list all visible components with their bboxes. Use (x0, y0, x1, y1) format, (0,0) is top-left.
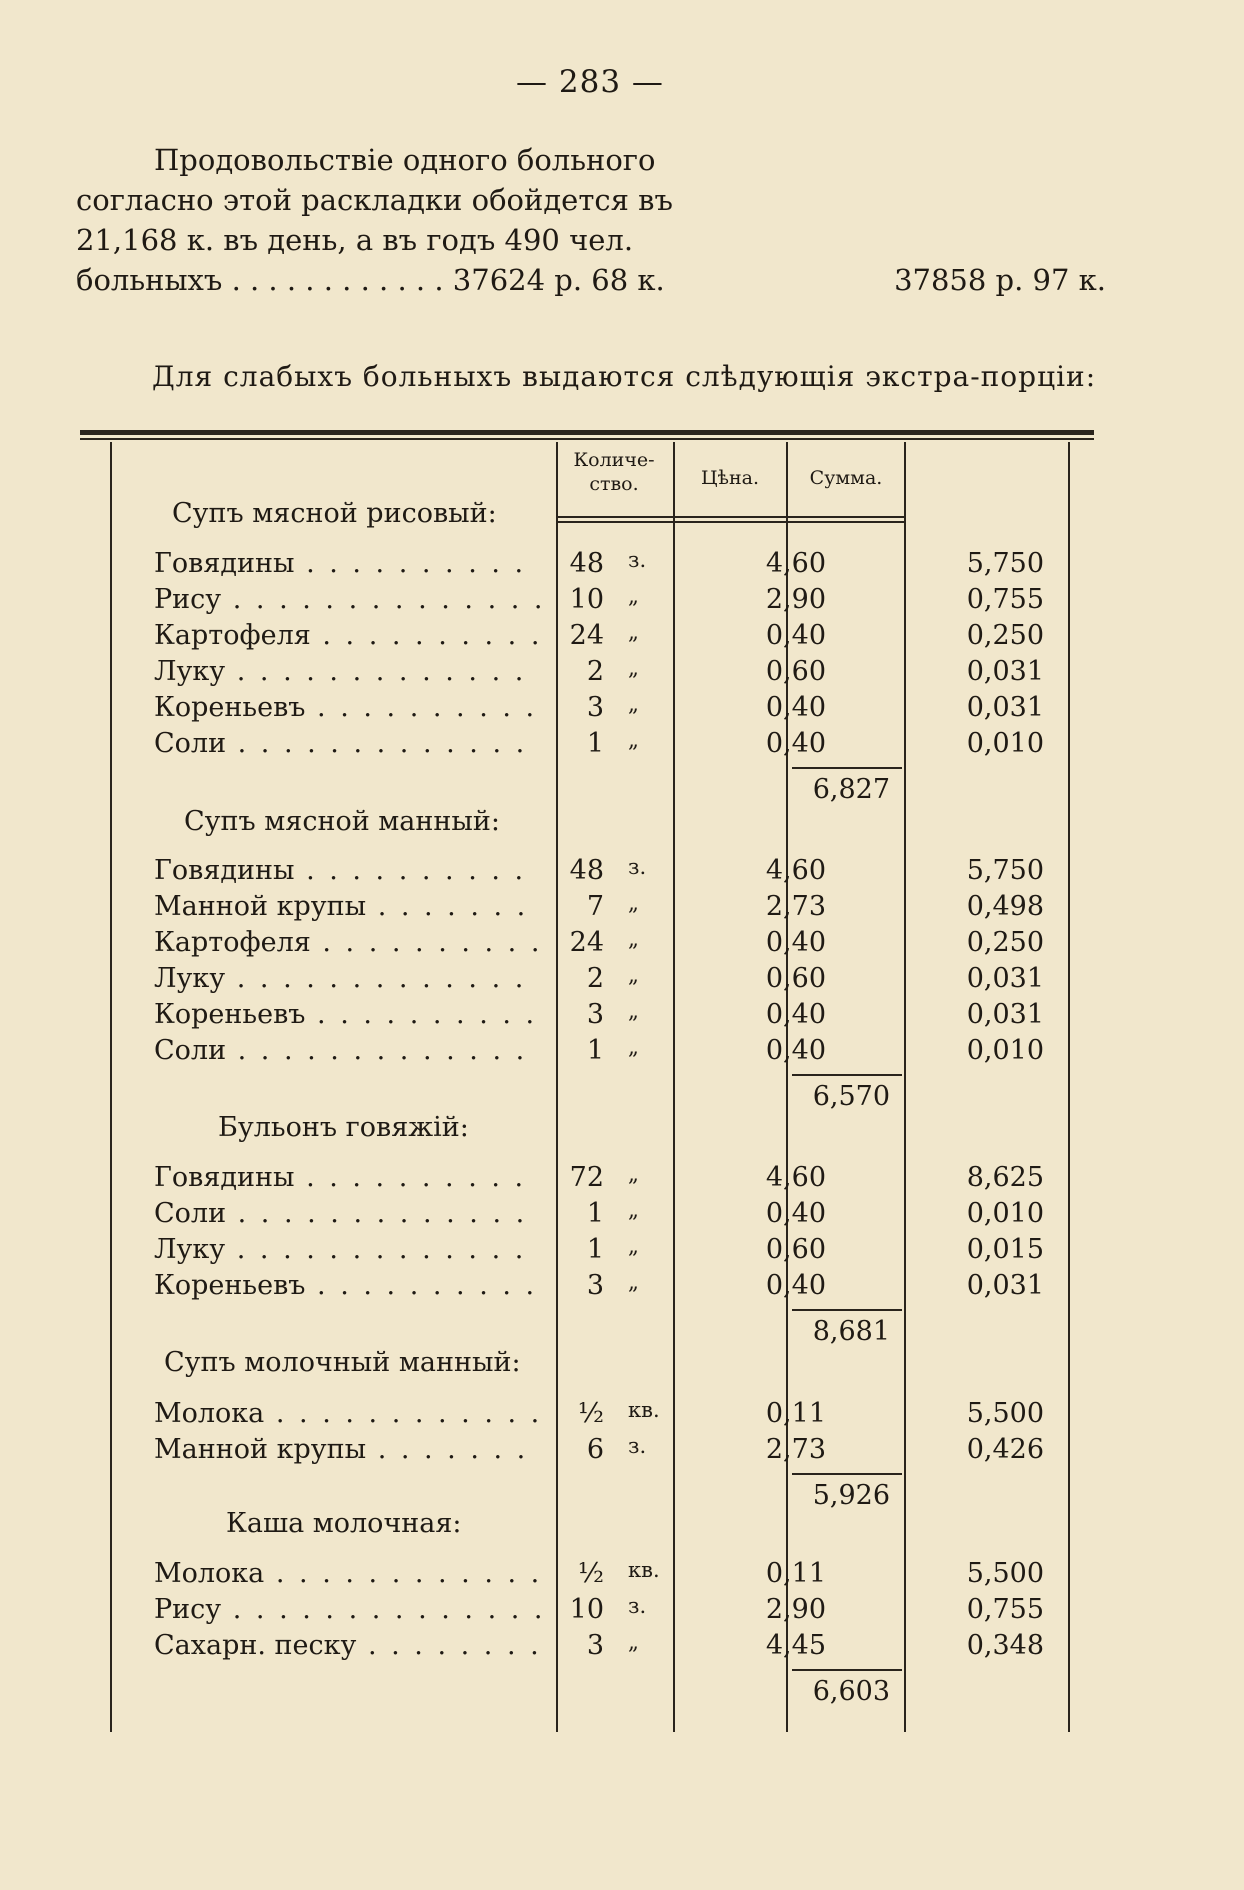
item-price: 4,60 (765, 855, 826, 886)
item-name: Молока . . . (154, 1398, 540, 1429)
table-row (154, 1198, 1044, 1234)
item-sum: 5,500 (966, 1558, 1044, 1589)
page-number: — 283 — (516, 64, 664, 100)
column-header-qty: Количе-ство. (573, 449, 655, 495)
item-sum: 0,348 (966, 1630, 1044, 1661)
table-row (154, 548, 1044, 584)
item-sum: 0,010 (966, 1035, 1044, 1066)
item-unit: „ (628, 999, 639, 1023)
item-unit: з. (628, 1594, 647, 1618)
table-row (154, 963, 1044, 999)
item-qty: 24 (569, 620, 604, 651)
item-qty: 1 (586, 728, 604, 759)
item-qty: 1 (586, 1035, 604, 1066)
item-unit: „ (628, 891, 639, 915)
table-row (154, 999, 1044, 1035)
item-price: 2,73 (765, 891, 826, 922)
extra-portions-heading: Для слабыхъ больныхъ выдаются слѣдующія экстра-порціи: (152, 360, 1097, 393)
sum-rule (792, 1309, 902, 1311)
item-qty: 1 (586, 1198, 604, 1229)
table-row (154, 620, 1044, 656)
item-unit: „ (628, 1035, 639, 1059)
table-row (154, 1270, 1044, 1306)
item-price: 0,60 (765, 963, 826, 994)
item-price: 0,40 (765, 728, 826, 759)
intro-total-right: 37858 р. 97 к. (894, 263, 1106, 297)
item-price: 0,11 (765, 1398, 826, 1429)
section-title: Супъ мясной рисовый: (172, 498, 497, 529)
item-qty: 72 (569, 1162, 604, 1193)
item-sum: 0,010 (966, 1198, 1044, 1229)
item-price: 4,60 (765, 548, 826, 579)
header-underline (556, 516, 904, 518)
item-sum: 0,015 (966, 1234, 1044, 1265)
item-unit: „ (628, 692, 639, 716)
item-qty: 6 (586, 1434, 604, 1465)
item-name: Луку . . . (154, 656, 540, 687)
item-price: 4,60 (765, 1162, 826, 1193)
table-row (154, 1434, 1044, 1470)
item-price: 0,40 (765, 1035, 826, 1066)
item-sum: 0,031 (966, 692, 1044, 723)
item-name: Говядины . . . (154, 1162, 540, 1193)
item-qty: 10 (569, 1594, 604, 1625)
item-sum: 0,755 (966, 1594, 1044, 1625)
item-unit: з. (628, 1434, 647, 1458)
sum-rule (792, 767, 902, 769)
item-unit: „ (628, 620, 639, 644)
table-top-rule (80, 430, 1094, 435)
item-sum: 5,750 (966, 855, 1044, 886)
item-name: Молока . . . (154, 1558, 540, 1589)
section-total: 5,926 (812, 1480, 890, 1511)
item-qty: 48 (569, 548, 604, 579)
item-qty: 24 (569, 927, 604, 958)
item-sum: 0,250 (966, 927, 1044, 958)
item-qty: 3 (586, 1270, 604, 1301)
item-qty: ½ (577, 1398, 604, 1429)
item-qty: 48 (569, 855, 604, 886)
table-row (154, 1594, 1044, 1630)
table-row (154, 692, 1044, 728)
table-row (154, 1558, 1044, 1594)
item-price: 0,40 (765, 1198, 826, 1229)
item-sum: 5,750 (966, 548, 1044, 579)
item-sum: 0,250 (966, 620, 1044, 651)
item-qty: ½ (577, 1558, 604, 1589)
item-name: Картофеля . . . (154, 927, 540, 958)
item-unit: „ (628, 1630, 639, 1654)
item-price: 4,45 (765, 1630, 826, 1661)
item-sum: 5,500 (966, 1398, 1044, 1429)
item-name: Соли . . . (154, 1198, 540, 1229)
item-sum: 0,031 (966, 999, 1044, 1030)
item-sum: 0,498 (966, 891, 1044, 922)
item-name: Рису . . . (154, 1594, 540, 1625)
item-qty: 7 (586, 891, 604, 922)
item-price: 0,40 (765, 927, 826, 958)
item-qty: 3 (586, 999, 604, 1030)
item-unit: „ (628, 1270, 639, 1294)
intro-paragraph (76, 140, 1106, 300)
item-unit: з. (628, 855, 647, 879)
section-title: Бульонъ говяжій: (218, 1112, 469, 1143)
table-row (154, 855, 1044, 891)
section-title: Супъ мясной манный: (184, 806, 500, 837)
item-price: 2,73 (765, 1434, 826, 1465)
item-name: Сахарн. песку . . . (154, 1630, 540, 1661)
table-border-right (1068, 442, 1070, 1732)
item-unit: з. (628, 548, 647, 572)
item-qty: 3 (586, 692, 604, 723)
item-sum: 0,031 (966, 656, 1044, 687)
item-qty: 3 (586, 1630, 604, 1661)
item-unit: „ (628, 1234, 639, 1258)
item-sum: 0,755 (966, 584, 1044, 615)
section-title: Супъ молочный манный: (164, 1347, 521, 1378)
item-price: 0,40 (765, 1270, 826, 1301)
section-total: 8,681 (812, 1316, 890, 1347)
intro-line-2: согласно этой раскладки обойдется въ (76, 183, 673, 217)
sum-rule (792, 1669, 902, 1671)
item-sum: 0,031 (966, 1270, 1044, 1301)
table-row (154, 728, 1044, 764)
intro-line-4 (76, 260, 1106, 300)
item-unit: кв. (628, 1558, 660, 1582)
header-underline-double (556, 521, 904, 523)
table-row (154, 1398, 1044, 1434)
item-price: 0,60 (765, 1234, 826, 1265)
sum-rule (792, 1074, 902, 1076)
table-row (154, 927, 1044, 963)
item-unit: „ (628, 927, 639, 951)
item-name: Говядины . . . (154, 855, 540, 886)
item-name: Луку . . . (154, 963, 540, 994)
item-name: Кореньевъ . . . (154, 999, 540, 1030)
item-sum: 0,426 (966, 1434, 1044, 1465)
item-unit: кв. (628, 1398, 660, 1422)
item-qty: 10 (569, 584, 604, 615)
item-name: Манной крупы . . . (154, 891, 540, 922)
item-name: Кореньевъ . . . (154, 692, 540, 723)
item-qty: 1 (586, 1234, 604, 1265)
item-price: 0,60 (765, 656, 826, 687)
table-row (154, 1234, 1044, 1270)
item-price: 0,40 (765, 620, 826, 651)
column-header-sum: Сумма. (809, 467, 883, 489)
item-unit: „ (628, 728, 639, 752)
intro-total-left: больныхъ . . . . . . . . . . . . 37624 р. 68 к. (76, 263, 665, 297)
table-row (154, 656, 1044, 692)
item-price: 0,40 (765, 692, 826, 723)
item-price: 0,11 (765, 1558, 826, 1589)
intro-line-3: 21,168 к. въ день, а въ годъ 490 чел. (76, 223, 634, 257)
item-name: Картофеля . . . (154, 620, 540, 651)
item-unit: „ (628, 1198, 639, 1222)
table-border-left (110, 442, 112, 1732)
item-qty: 2 (586, 963, 604, 994)
item-name: Рису . . . (154, 584, 540, 615)
item-name: Кореньевъ . . . (154, 1270, 540, 1301)
item-sum: 8,625 (966, 1162, 1044, 1193)
item-name: Говядины . . . (154, 548, 540, 579)
section-title: Каша молочная: (226, 1508, 462, 1539)
item-price: 2,90 (765, 1594, 826, 1625)
table-top-rule-thin (80, 438, 1094, 440)
item-name: Соли . . . (154, 1035, 540, 1066)
item-sum: 0,031 (966, 963, 1044, 994)
sum-rule (792, 1473, 902, 1475)
item-unit: „ (628, 1162, 639, 1186)
item-sum: 0,010 (966, 728, 1044, 759)
section-total: 6,603 (812, 1676, 890, 1707)
item-price: 2,90 (765, 584, 826, 615)
table-row (154, 1630, 1044, 1666)
item-unit: „ (628, 584, 639, 608)
item-name: Соли . . . (154, 728, 540, 759)
section-total: 6,827 (812, 774, 890, 805)
table-row (154, 1035, 1044, 1071)
item-qty: 2 (586, 656, 604, 687)
intro-line-1: Продовольствіе одного больного (154, 143, 656, 177)
table-row (154, 584, 1044, 620)
item-unit: „ (628, 963, 639, 987)
table-row (154, 1162, 1044, 1198)
section-total: 6,570 (812, 1081, 890, 1112)
item-unit: „ (628, 656, 639, 680)
item-name: Манной крупы . . . (154, 1434, 540, 1465)
column-header-price: Цѣна. (700, 467, 760, 489)
item-name: Луку . . . (154, 1234, 540, 1265)
item-price: 0,40 (765, 999, 826, 1030)
table-row (154, 891, 1044, 927)
